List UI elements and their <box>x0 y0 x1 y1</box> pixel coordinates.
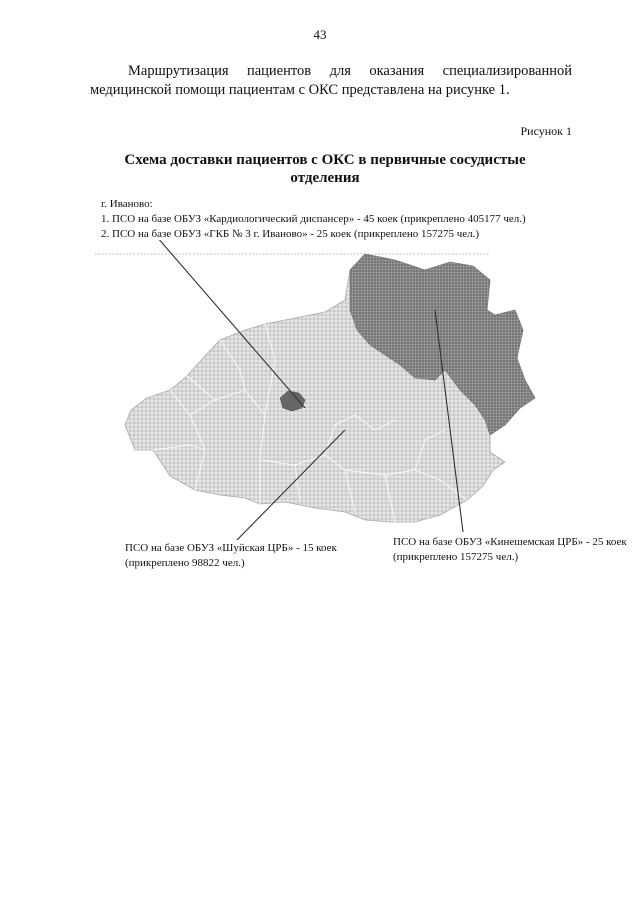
region-map <box>95 240 545 540</box>
legend <box>101 197 526 242</box>
figure-label: Рисунок 1 <box>520 124 572 138</box>
caption-kineshma: ПСО на базе ОБУЗ «Кинешемская ЦРБ» - 25 коек (прикреплено 157275 чел.) <box>393 536 627 563</box>
legend-item-cardio: 1. ПСО на базе ОБУЗ «Кардиологический диспансер» - 45 коек (прикреплено 405177 чел.) <box>101 213 526 225</box>
legend-city: г. Иваново: <box>101 198 153 210</box>
intro-paragraph: Маршрутизация пациентов для оказания специализированной медицинской помощи пациентам с ОКС представлена на рисунке 1. <box>90 63 572 98</box>
page-number: 43 <box>313 27 327 42</box>
legend-item-gkb3: 2. ПСО на базе ОБУЗ «ГКБ № 3 г. Иваново» - 25 коек (прикреплено 157275 чел.) <box>101 228 480 240</box>
caption-shuya: ПСО на базе ОБУЗ «Шуйская ЦРБ» - 15 коек (прикреплено 98822 чел.) <box>125 542 337 569</box>
figure-title: Схема доставки пациентов с ОКС в первичные сосудистые отделения <box>124 152 526 186</box>
